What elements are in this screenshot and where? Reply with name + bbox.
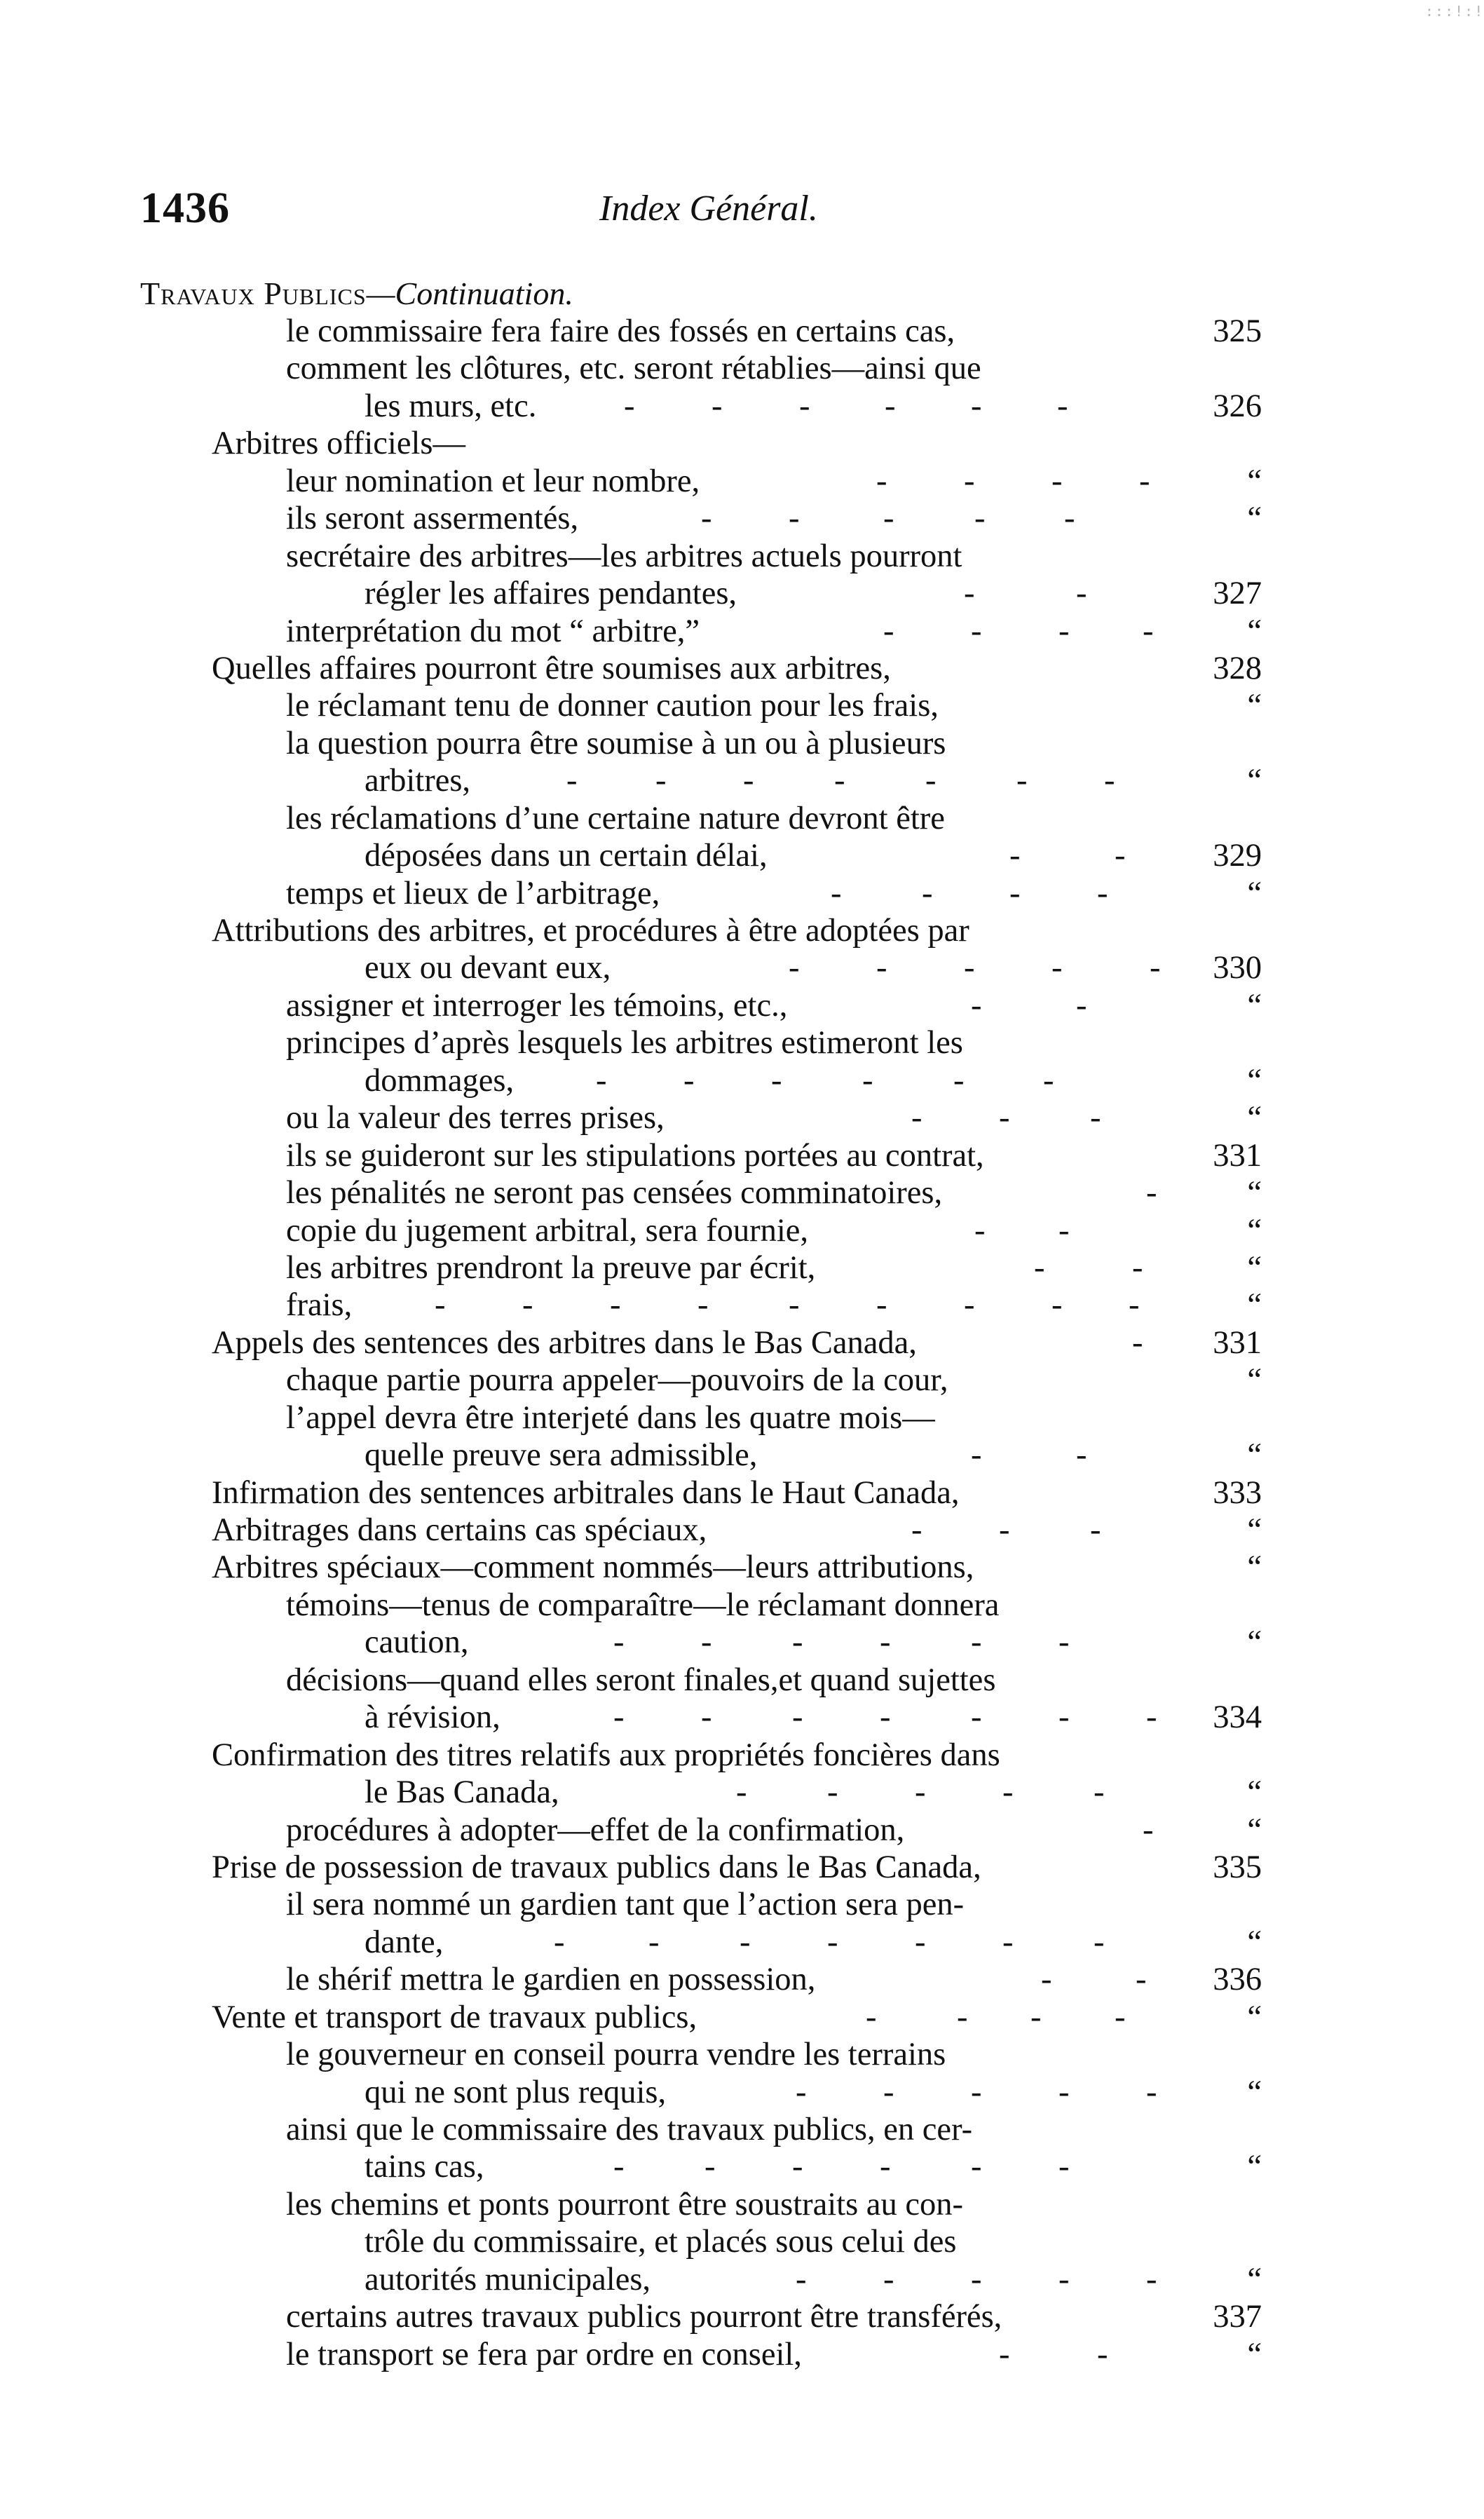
index-entry-line bbox=[0, 538, 1467, 575]
page-reference: 334 bbox=[1213, 1699, 1262, 1736]
leader-dash: - bbox=[1094, 1924, 1105, 1960]
leader-dash: - bbox=[1132, 1249, 1143, 1286]
index-entry-line bbox=[0, 500, 1467, 537]
leader-dash: - bbox=[971, 987, 982, 1024]
leader-dash: - bbox=[971, 613, 982, 649]
entry-text: qui ne sont plus requis, bbox=[365, 2074, 667, 2110]
page-reference: 325 bbox=[1213, 313, 1262, 349]
leader-dash: - bbox=[964, 1287, 975, 1324]
page-reference: 326 bbox=[1213, 388, 1262, 424]
leader-dash: - bbox=[796, 2074, 807, 2110]
leader-dash: - bbox=[866, 1999, 877, 2035]
entry-text: copie du jugement arbitral, sera fournie, bbox=[286, 1212, 808, 1249]
leader-dash: - bbox=[999, 1512, 1010, 1548]
index-entry-line bbox=[0, 1249, 1467, 1286]
entry-text: les pénalités ne seront pas censées comminatoires, bbox=[286, 1175, 943, 1211]
page-reference: “ bbox=[1247, 1437, 1262, 1474]
page-reference: “ bbox=[1247, 688, 1262, 724]
page-reference: 333 bbox=[1213, 1474, 1262, 1511]
leader-dash: - bbox=[1051, 463, 1063, 499]
page-header bbox=[140, 184, 1265, 240]
entry-text: tains cas, bbox=[365, 2149, 484, 2185]
leader-dash: - bbox=[1002, 1924, 1014, 1960]
entry-text: Arbitrages dans certains cas spéciaux, bbox=[212, 1512, 707, 1548]
index-entry-line bbox=[0, 1699, 1467, 1736]
index-entry-line bbox=[0, 2148, 1467, 2185]
leader-dash: - bbox=[974, 1212, 986, 1249]
index-entry-line bbox=[0, 350, 1467, 387]
leader-dash: - bbox=[957, 1999, 968, 2035]
leader-dash: - bbox=[1076, 576, 1087, 612]
entry-text: les murs, etc. bbox=[365, 388, 537, 424]
leader-dash: - bbox=[1132, 1324, 1143, 1361]
leader-dash: - bbox=[971, 388, 982, 424]
leader-dash: - bbox=[1115, 838, 1126, 874]
entry-text: ou la valeur des terres prises, bbox=[286, 1100, 665, 1136]
index-entry-line bbox=[0, 1362, 1467, 1399]
leader-dash: - bbox=[789, 950, 800, 986]
leader-dash: - bbox=[799, 388, 810, 424]
index-entry-line bbox=[0, 1324, 1467, 1362]
leader-dash: - bbox=[1146, 1699, 1157, 1736]
page-reference: 327 bbox=[1213, 576, 1262, 612]
leader-dash: - bbox=[1129, 1287, 1140, 1324]
entry-text: caution, bbox=[365, 1624, 469, 1661]
page-reference: “ bbox=[1247, 1362, 1262, 1399]
leader-dash: - bbox=[1139, 463, 1150, 499]
entry-text: eux ou devant eux, bbox=[365, 950, 611, 986]
leader-dash: - bbox=[435, 1287, 446, 1324]
leader-dash: - bbox=[789, 1287, 800, 1324]
leader-dash: - bbox=[697, 1287, 709, 1324]
index-entry-line bbox=[0, 725, 1467, 762]
page-reference: 329 bbox=[1213, 838, 1262, 874]
entry-text: décisions—quand elles seront finales,et quand sujettes bbox=[286, 1662, 996, 1698]
entry-text: certains autres travaux publics pourront être transférés, bbox=[286, 2299, 1002, 2335]
leader-dash: - bbox=[915, 1774, 926, 1811]
leader-dash: - bbox=[827, 1924, 838, 1960]
entry-text: ainsi que le commissaire des travaux publics, en cer- bbox=[286, 2112, 973, 2147]
page-reference: “ bbox=[1247, 987, 1262, 1024]
entry-text: Infirmation des sentences arbitrales dans le Haut Canada, bbox=[212, 1474, 960, 1511]
leader-dash: - bbox=[876, 950, 887, 986]
leader-dash: - bbox=[953, 1062, 965, 1099]
leader-dash: - bbox=[1051, 1287, 1063, 1324]
leader-dash: - bbox=[1146, 1175, 1157, 1211]
leader-dash: - bbox=[1146, 2261, 1157, 2297]
index-entries bbox=[0, 313, 1467, 2373]
leader-dash: - bbox=[1076, 987, 1087, 1024]
leader-dash: - bbox=[1051, 950, 1063, 986]
entry-text: Arbitres officiels— bbox=[212, 426, 466, 462]
index-entry-line bbox=[0, 2223, 1467, 2260]
page-reference: “ bbox=[1247, 501, 1262, 537]
leader-dash: - bbox=[885, 388, 896, 424]
index-entry-line bbox=[0, 1849, 1467, 1886]
leader-dash: - bbox=[566, 763, 578, 799]
index-entry-line bbox=[0, 1587, 1467, 1624]
entry-text: les réclamations d’une certaine nature devront être bbox=[286, 800, 945, 836]
leader-dash: - bbox=[624, 388, 635, 424]
entry-text: il sera nommé un gardien tant que l’action sera pen- bbox=[286, 1887, 965, 1923]
index-entry-line bbox=[0, 987, 1467, 1024]
index-entry-line bbox=[0, 1549, 1467, 1586]
leader-dash: - bbox=[796, 2261, 807, 2297]
page-reference: “ bbox=[1247, 1287, 1262, 1324]
leader-dash: - bbox=[883, 501, 894, 537]
leader-dash: - bbox=[827, 1774, 838, 1811]
index-entry-line bbox=[0, 313, 1467, 350]
leader-dash: - bbox=[911, 1100, 923, 1136]
leader-dash: - bbox=[1002, 1774, 1014, 1811]
index-entry-line bbox=[0, 1099, 1467, 1136]
leader-dash: - bbox=[964, 463, 975, 499]
index-entry-line bbox=[0, 2036, 1467, 2073]
entry-text: déposées dans un certain délai, bbox=[365, 838, 768, 874]
leader-dash: - bbox=[1058, 1212, 1070, 1249]
entry-text: trôle du commissaire, et placés sous celui des bbox=[365, 2224, 957, 2260]
index-entry-line bbox=[0, 2111, 1467, 2148]
index-entry-line bbox=[0, 1212, 1467, 1249]
leader-dash: - bbox=[971, 2261, 982, 2297]
index-entry-line bbox=[0, 912, 1467, 949]
entry-text: à révision, bbox=[365, 1699, 501, 1736]
leader-dash: - bbox=[554, 1924, 565, 1960]
page-reference: “ bbox=[1247, 1549, 1262, 1586]
page-reference: “ bbox=[1247, 2261, 1262, 2297]
page-reference: “ bbox=[1247, 763, 1262, 799]
index-entry-line bbox=[0, 1174, 1467, 1211]
leader-dash: - bbox=[712, 388, 723, 424]
leader-dash: - bbox=[701, 1624, 712, 1661]
page-reference: “ bbox=[1247, 1175, 1262, 1211]
leader-dash: - bbox=[1009, 838, 1021, 874]
index-entry-line bbox=[0, 425, 1467, 462]
leader-dash: - bbox=[1041, 1962, 1052, 1998]
leader-dash: - bbox=[971, 1624, 982, 1661]
index-entry-line bbox=[0, 2261, 1467, 2298]
index-entry-line bbox=[0, 388, 1467, 425]
leader-dash: - bbox=[834, 763, 845, 799]
entry-text: régler les affaires pendantes, bbox=[365, 576, 737, 612]
leader-dash: - bbox=[701, 501, 712, 537]
index-entry-line bbox=[0, 1137, 1467, 1174]
leader-dash: - bbox=[880, 1624, 891, 1661]
leader-dash: - bbox=[613, 1699, 625, 1736]
entry-text: temps et lieux de l’arbitrage, bbox=[286, 875, 660, 911]
index-entry-line bbox=[0, 1999, 1467, 2036]
leader-dash: - bbox=[971, 2074, 982, 2110]
leader-dash: - bbox=[876, 463, 887, 499]
index-entry-line bbox=[0, 1924, 1467, 1961]
page-reference: 328 bbox=[1213, 650, 1262, 686]
page-reference: “ bbox=[1247, 1774, 1262, 1811]
index-entry-line bbox=[0, 1512, 1467, 1549]
index-entry-line bbox=[0, 762, 1467, 799]
page-reference: “ bbox=[1247, 1212, 1262, 1249]
page-reference: “ bbox=[1247, 1100, 1262, 1136]
leader-dash: - bbox=[1104, 763, 1115, 799]
scan-mark: :::!:! bbox=[1425, 3, 1484, 20]
page-reference: “ bbox=[1247, 1624, 1262, 1661]
leader-dash: - bbox=[683, 1062, 695, 1099]
page-reference: “ bbox=[1247, 613, 1262, 649]
page-reference: 335 bbox=[1213, 1849, 1262, 1885]
leader-dash: - bbox=[915, 1924, 926, 1960]
leader-dash: - bbox=[1058, 1699, 1070, 1736]
leader-dash: - bbox=[1143, 613, 1154, 649]
index-entry-line bbox=[0, 1286, 1467, 1324]
entry-text: quelle preuve sera admissible, bbox=[365, 1437, 758, 1474]
entry-text: le commissaire fera faire des fossés en certains cas, bbox=[286, 313, 955, 349]
leader-dash: - bbox=[971, 1437, 982, 1474]
page-reference: “ bbox=[1247, 1249, 1262, 1286]
leader-dash: - bbox=[1030, 1999, 1042, 2035]
index-entry-line bbox=[0, 1624, 1467, 1661]
leader-dash: - bbox=[648, 1924, 660, 1960]
entry-text: Vente et transport de travaux publics, bbox=[212, 1999, 697, 2035]
leader-dash: - bbox=[792, 1624, 803, 1661]
page-reference: “ bbox=[1247, 2074, 1262, 2110]
entry-text: frais, bbox=[286, 1287, 353, 1324]
index-entry-line bbox=[0, 2336, 1467, 2373]
entry-text: le shérif mettra le gardien en possession, bbox=[286, 1962, 816, 1998]
entry-text: le Bas Canada, bbox=[365, 1774, 559, 1811]
leader-dash: - bbox=[880, 1699, 891, 1736]
leader-dash: - bbox=[704, 2149, 716, 2185]
section-title: Travaux Publics bbox=[140, 276, 367, 311]
index-entry-line bbox=[0, 2186, 1467, 2223]
page-reference: “ bbox=[1247, 1999, 1262, 2035]
entry-text: interprétation du mot “ arbitre,” bbox=[286, 613, 700, 649]
index-entry-line bbox=[0, 875, 1467, 912]
entry-text: Prise de possession de travaux publics dans le Bas Canada, bbox=[212, 1849, 981, 1885]
entry-text: assigner et interroger les témoins, etc., bbox=[286, 987, 788, 1024]
entry-text: secrétaire des arbitres—les arbitres actuels pourront bbox=[286, 538, 962, 574]
leader-dash: - bbox=[1009, 875, 1021, 911]
section-heading bbox=[140, 275, 573, 313]
page-reference: “ bbox=[1247, 1924, 1262, 1960]
leader-dash: - bbox=[880, 2149, 891, 2185]
index-entry-line bbox=[0, 575, 1467, 612]
index-entry-line bbox=[0, 2074, 1467, 2111]
leader-dash: - bbox=[1150, 950, 1161, 986]
leader-dash: - bbox=[743, 763, 754, 799]
entry-text: autorités municipales, bbox=[365, 2261, 651, 2297]
index-entry-line bbox=[0, 1961, 1467, 1998]
page-reference: 330 bbox=[1213, 950, 1262, 986]
page-reference: 336 bbox=[1213, 1962, 1262, 1998]
index-entry-line bbox=[0, 837, 1467, 874]
leader-dash: - bbox=[883, 2074, 894, 2110]
index-entry-line bbox=[0, 949, 1467, 986]
page-reference: “ bbox=[1247, 2336, 1262, 2372]
leader-dash: - bbox=[1043, 1062, 1054, 1099]
leader-dash: - bbox=[596, 1062, 607, 1099]
leader-dash: - bbox=[1057, 388, 1068, 424]
page-reference: “ bbox=[1247, 875, 1262, 911]
entry-text: Appels des sentences des arbitres dans le Bas Canada, bbox=[212, 1324, 917, 1361]
leader-dash: - bbox=[792, 1699, 803, 1736]
leader-dash: - bbox=[1094, 1774, 1105, 1811]
index-entry-line bbox=[0, 1662, 1467, 1699]
leader-dash: - bbox=[974, 501, 986, 537]
entry-text: Arbitres spéciaux—comment nommés—leurs attributions, bbox=[212, 1549, 974, 1586]
entry-text: ils seront assermentés, bbox=[286, 501, 579, 537]
leader-dash: - bbox=[862, 1062, 873, 1099]
leader-dash: - bbox=[1064, 501, 1075, 537]
leader-dash: - bbox=[655, 763, 667, 799]
leader-dash: - bbox=[613, 2149, 625, 2185]
leader-dash: - bbox=[1143, 1812, 1154, 1848]
entry-text: les chemins et ponts pourront être soustraits au con- bbox=[286, 2186, 963, 2222]
leader-dash: - bbox=[1097, 875, 1108, 911]
leader-dash: - bbox=[792, 2149, 803, 2185]
leader-dash: - bbox=[1097, 2336, 1108, 2372]
leader-dash: - bbox=[610, 1287, 621, 1324]
leader-dash: - bbox=[876, 1287, 887, 1324]
index-entry-line bbox=[0, 1812, 1467, 1849]
index-entry-line bbox=[0, 800, 1467, 837]
leader-dash: - bbox=[1146, 2074, 1157, 2110]
entry-text: témoins—tenus de comparaître—le réclamant donnera bbox=[286, 1587, 1000, 1623]
index-entry-line bbox=[0, 1886, 1467, 1923]
leader-dash: - bbox=[1136, 1962, 1147, 1998]
leader-dash: - bbox=[999, 2336, 1010, 2372]
running-title: Index Général. bbox=[599, 189, 818, 229]
page-number: 1436 bbox=[140, 184, 230, 232]
entry-text: Attributions des arbitres, et procédures à être adoptées par bbox=[212, 913, 969, 949]
leader-dash: - bbox=[522, 1287, 533, 1324]
page-reference: “ bbox=[1247, 1512, 1262, 1548]
leader-dash: - bbox=[1058, 613, 1070, 649]
leader-dash: - bbox=[971, 2149, 982, 2185]
page-reference: 337 bbox=[1213, 2299, 1262, 2335]
entry-text: le réclamant tenu de donner caution pour les frais, bbox=[286, 688, 939, 724]
entry-text: principes d’après lesquels les arbitres estimeront les bbox=[286, 1025, 963, 1061]
leader-dash: - bbox=[1058, 2261, 1070, 2297]
leader-dash: - bbox=[1058, 2149, 1070, 2185]
page-reference: 331 bbox=[1213, 1137, 1262, 1174]
entry-text: le gouverneur en conseil pourra vendre les terrains bbox=[286, 2037, 946, 2073]
leader-dash: - bbox=[1076, 1437, 1087, 1474]
leader-dash: - bbox=[701, 1699, 712, 1736]
entry-text: le transport se fera par ordre en conseil, bbox=[286, 2336, 802, 2372]
leader-dash: - bbox=[1058, 2074, 1070, 2110]
entry-text: l’appel devra être interjeté dans les quatre mois— bbox=[286, 1399, 935, 1436]
entry-text: dommages, bbox=[365, 1062, 515, 1099]
leader-dash: - bbox=[999, 1100, 1010, 1136]
index-entry-line bbox=[0, 1399, 1467, 1437]
leader-dash: - bbox=[789, 501, 800, 537]
leader-dash: - bbox=[1090, 1512, 1101, 1548]
leader-dash: - bbox=[740, 1924, 751, 1960]
leader-dash: - bbox=[1034, 1249, 1045, 1286]
entry-text: la question pourra être soumise à un ou à plusieurs bbox=[286, 725, 946, 761]
index-entry-line bbox=[0, 1474, 1467, 1512]
page-reference: “ bbox=[1247, 2149, 1262, 2185]
page-reference: 331 bbox=[1213, 1324, 1262, 1361]
entry-text: arbitres, bbox=[365, 763, 471, 799]
leader-dash: - bbox=[922, 875, 933, 911]
leader-dash: - bbox=[883, 2261, 894, 2297]
leader-dash: - bbox=[1058, 1624, 1070, 1661]
leader-dash: - bbox=[964, 950, 975, 986]
leader-dash: - bbox=[925, 763, 937, 799]
entry-text: dante, bbox=[365, 1924, 444, 1960]
index-entry-line bbox=[0, 1437, 1467, 1474]
index-entry-line bbox=[0, 1062, 1467, 1099]
index-entry-line bbox=[0, 613, 1467, 650]
index-entry-line bbox=[0, 463, 1467, 500]
leader-dash: - bbox=[1115, 1999, 1126, 2035]
page-reference: “ bbox=[1247, 463, 1262, 499]
entry-text: procédures à adopter—effet de la confirmation, bbox=[286, 1812, 905, 1848]
leader-dash: - bbox=[971, 1699, 982, 1736]
index-entry-line bbox=[0, 1024, 1467, 1061]
index-entry-line bbox=[0, 2298, 1467, 2335]
index-entry-line bbox=[0, 687, 1467, 724]
leader-dash: - bbox=[613, 1624, 625, 1661]
entry-text: Quelles affaires pourront être soumises aux arbitres, bbox=[212, 650, 891, 686]
leader-dash: - bbox=[771, 1062, 782, 1099]
leader-dash: - bbox=[1016, 763, 1028, 799]
leader-dash: - bbox=[883, 613, 894, 649]
leader-dash: - bbox=[911, 1512, 923, 1548]
section-continuation: —Continuation. bbox=[366, 276, 573, 311]
leader-dash: - bbox=[736, 1774, 747, 1811]
entry-text: ils se guideront sur les stipulations portées au contrat, bbox=[286, 1137, 984, 1174]
page-reference: “ bbox=[1247, 1062, 1262, 1099]
page-reference: “ bbox=[1247, 1812, 1262, 1848]
entry-text: leur nomination et leur nombre, bbox=[286, 463, 700, 499]
index-entry-line bbox=[0, 650, 1467, 687]
leader-dash: - bbox=[1090, 1100, 1101, 1136]
index-entry-line bbox=[0, 1774, 1467, 1811]
index-entry-line bbox=[0, 1737, 1467, 1774]
entry-text: chaque partie pourra appeler—pouvoirs de la cour, bbox=[286, 1362, 948, 1399]
entry-text: Confirmation des titres relatifs aux propriétés foncières dans bbox=[212, 1737, 1000, 1773]
leader-dash: - bbox=[831, 875, 842, 911]
entry-text: les arbitres prendront la preuve par écrit, bbox=[286, 1249, 816, 1286]
entry-text: comment les clôtures, etc. seront rétablies—ainsi que bbox=[286, 351, 981, 387]
leader-dash: - bbox=[964, 576, 975, 612]
